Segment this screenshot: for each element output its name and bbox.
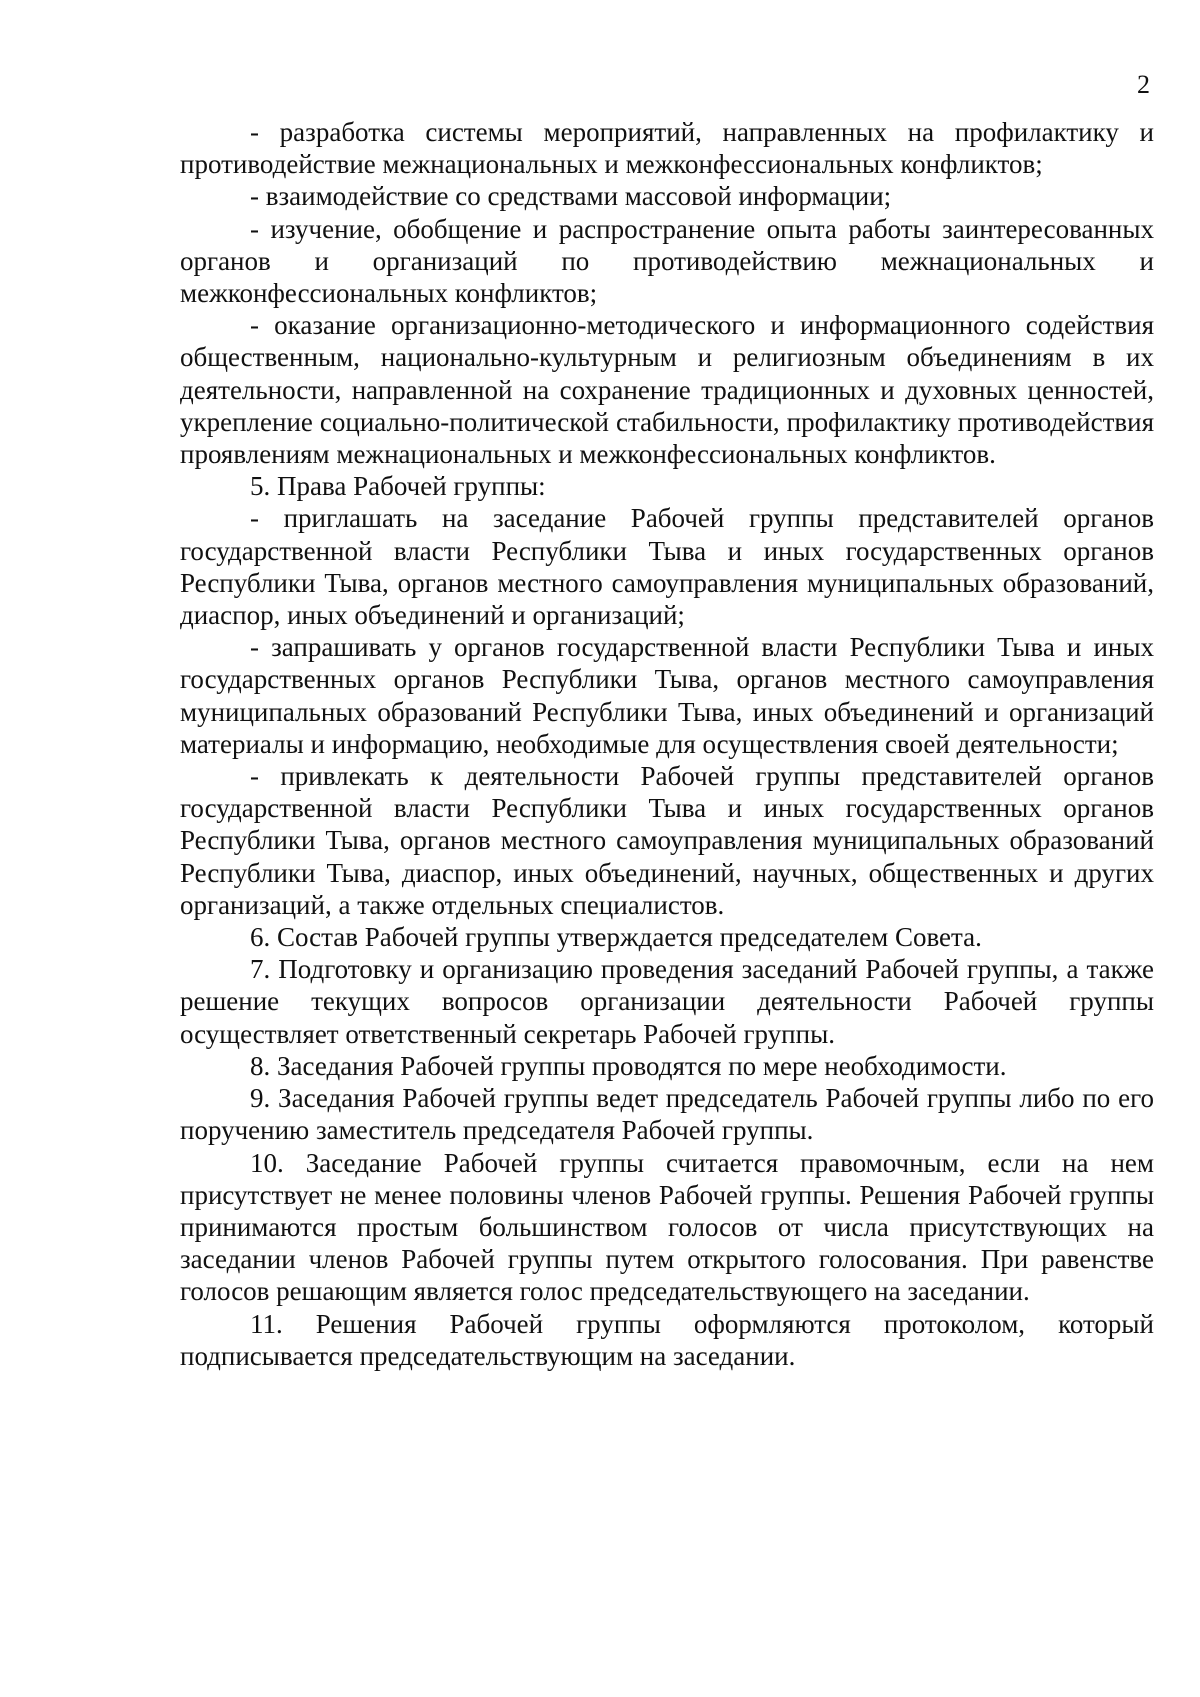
paragraph-list-item: - оказание организационно-методического и информационного содействия общественным, национально-культурным и религиозным объединениям в их деятельности, направленной на сохранение традиционных и духовных ценностей, укрепление социально-политической стабильности, профилактику противодействия проявлениям межнациональных и межконфессиональных конфликтов. xyxy=(180,310,1154,470)
paragraph-list-item: - разработка системы мероприятий, направленных на профилактику и противодействие межнациональных и межконфессиональных конфликтов; xyxy=(180,117,1154,180)
paragraph-item-6: 6. Состав Рабочей группы утверждается председателем Совета. xyxy=(250,922,982,953)
paragraph-list-item: - привлекать к деятельности Рабочей группы представителей органов государственной власти Республики Тыва и иных государственных органов Республики Тыва, органов местного самоуправления муниципальных образований Республики Тыва, диаспор, иных объединений, научных, общественных и других организаций, а также отдельных специалистов. xyxy=(180,761,1154,920)
paragraph-list-item: - запрашивать у органов государственной власти Республики Тыва и иных государственных органов Республики Тыва, органов местного самоуправления муниципальных образований Республики Тыва, иных объединений и организаций материалы и информацию, необходимые для осуществления своей деятельности; xyxy=(180,632,1154,759)
paragraph-list-item: - приглашать на заседание Рабочей группы представителей органов государственной власти Республики Тыва и иных государственных органов Республики Тыва, органов местного самоуправления муниципальных образований, диаспор, иных объединений и организаций; xyxy=(180,503,1154,631)
paragraph-list-item: - взаимодействие со средствами массовой информации; xyxy=(250,181,892,212)
paragraph-item-10: 10. Заседание Рабочей группы считается правомочным, если на нем присутствует не менее половины членов Рабочей группы. Решения Рабочей группы принимаются простым большинством голосов от числа присутствующих на заседании членов Рабочей группы путем открытого голосования. При равенстве голосов решающим является голос председательствующего на заседании. xyxy=(180,1147,1154,1307)
paragraph-item-11: 11. Решения Рабочей группы оформляются протоколом, который подписывается председательствующим на заседании. xyxy=(180,1308,1154,1371)
paragraph-list-item: - изучение, обобщение и распространение опыта работы заинтересованных органов и организаций по противодействию межнациональных и межконфессиональных конфликтов; xyxy=(180,213,1154,309)
paragraph-item-9: 9. Заседания Рабочей группы ведет председатель Рабочей группы либо по его поручению заместитель председателя Рабочей группы. xyxy=(180,1083,1154,1146)
paragraph-item-7: 7. Подготовку и организацию проведения заседаний Рабочей группы, а также решение текущих вопросов организации деятельности Рабочей группы осуществляет ответственный секретарь Рабочей группы. xyxy=(180,954,1154,1049)
page-number: 2 xyxy=(1137,70,1150,99)
document-body xyxy=(180,116,1154,1372)
paragraph-item-8: 8. Заседания Рабочей группы проводятся по мере необходимости. xyxy=(250,1050,1007,1081)
section-heading-rights: 5. Права Рабочей группы: xyxy=(250,471,546,502)
